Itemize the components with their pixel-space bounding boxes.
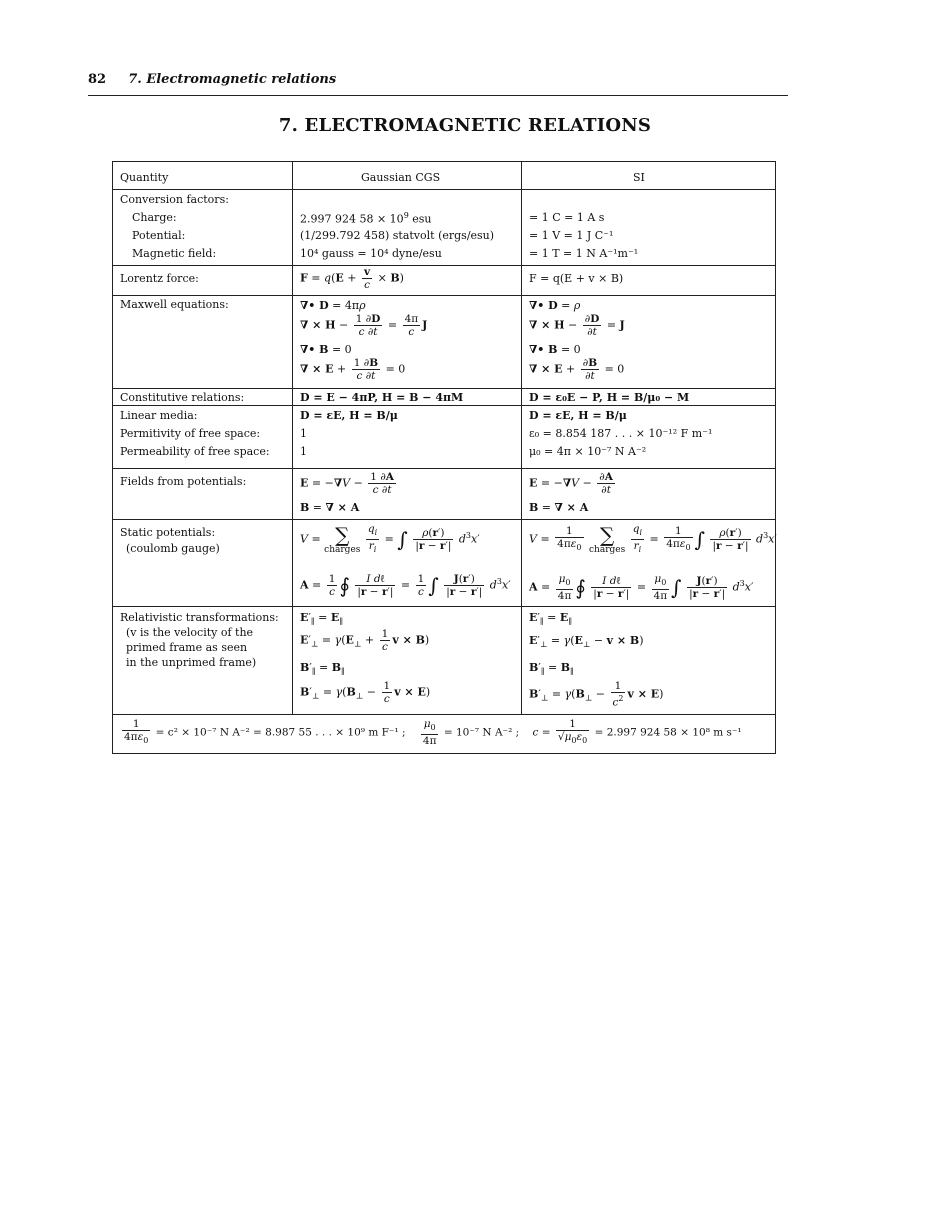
maxwell-si-1: ∇• D = ρ [529, 299, 581, 312]
constitutive-cgs: D = E − 4πP, H = B − 4πM [300, 391, 464, 404]
static-cgs-v: V = ∑ charges $\frac{q_i}{r_i}$ = ∫ $\frac{\rho(r')}{|r - r'|}$ $d^3x'$ [300, 522, 480, 555]
magnetic-field-cgs: 10⁴ gauss = 10⁴ dyne/esu [300, 247, 442, 260]
lorentz-label: Lorentz force: [120, 272, 199, 285]
constants-footer: $\frac{1}{4\pi\varepsilon_0}$ = c² × 10⁻⁷ N A⁻² = 8.987 55 . . . × 10⁹ m F⁻¹ ; $\frac{\mu_0}{4\pi}$ = 10⁻⁷ N A⁻² ; c = $\frac{1}{√\mu_0\varepsilon_0}$ = 2.997 924 58 × 10⁸ m s⁻¹ [124, 718, 742, 748]
rel-cgs-2: $E'_\perp = \gamma(E_\perp$ + $\frac{1}{c}$ v × B) [300, 628, 430, 653]
maxwell-cgs-1: ∇• D = 4πρ [300, 299, 366, 312]
static-label: Static potentials: [120, 526, 216, 539]
fields-si-b: B = ∇ × A [529, 501, 589, 514]
potential-label: Potential: [132, 229, 186, 242]
fields-label: Fields from potentials: [120, 475, 247, 488]
speed-of-light: = 2.997 924 58 × 10⁸ m s⁻¹ [594, 726, 742, 739]
row-rule [113, 468, 775, 469]
rel-si-3: $B'_\parallel = B_\parallel$ [529, 661, 574, 677]
row-rule [113, 519, 775, 520]
mu0-constant: = 10⁻⁷ N A⁻² ; [443, 726, 520, 739]
lorentz-si: F = q(E + v × B) [529, 272, 624, 285]
rel-si-2: $E'_\perp = \gamma(E_\perp - v \times B)$ [529, 634, 644, 650]
fields-cgs-b: B = ∇ × A [300, 501, 360, 514]
relativistic-note-1: (v is the velocity of the [126, 626, 254, 639]
maxwell-label: Maxwell equations: [120, 298, 229, 311]
column-divider-2 [521, 162, 522, 714]
linear-media-cgs: D = εE, H = B/μ [300, 409, 398, 422]
relativistic-note-2: primed frame as seen [126, 641, 248, 654]
running-title: 7. Electromagnetic relations [128, 72, 337, 87]
potential-cgs: (1/299.792 458) statvolt (ergs/esu) [300, 229, 495, 242]
em-relations-table [112, 161, 776, 754]
relativistic-note-3: in the unprimed frame) [126, 656, 257, 669]
row-rule [113, 606, 775, 607]
relativistic-label: Relativistic transformations: [120, 611, 279, 624]
rel-cgs-4: $B'_\perp = \gamma(B_\perp$ − $\frac{1}{c}$ v × E) [300, 680, 431, 705]
constitutive-si: D = ε₀E − P, H = B/μ₀ − M [529, 391, 690, 404]
header-quantity: Quantity [120, 171, 169, 184]
linear-media-label: Linear media: [120, 409, 198, 422]
magnetic-field-si: = 1 T = 1 N A⁻¹m⁻¹ [529, 247, 639, 260]
lorentz-cgs: F = q(E + $\frac{v}{c}$ × B) [300, 266, 404, 291]
permitivity-cgs: 1 [300, 427, 307, 440]
running-head [88, 72, 788, 87]
rel-cgs-3: $B'_\parallel = B_\parallel$ [300, 661, 345, 677]
magnetic-field-label: Magnetic field: [132, 247, 217, 260]
maxwell-si-3: ∇• B = 0 [529, 343, 581, 356]
permeability-si: μ₀ = 4π × 10⁻⁷ N A⁻² [529, 445, 647, 458]
row-rule [113, 189, 775, 190]
row-rule [113, 714, 775, 715]
maxwell-cgs-4: ∇ × E + $\frac{1 \partial B}{c \partial t}$ = 0 [300, 357, 406, 382]
potential-si: = 1 V = 1 J C⁻¹ [529, 229, 614, 242]
fields-si-e: E = −∇V − $\frac{\partial A}{\partial t}$ [529, 471, 613, 496]
page-title: 7. ELECTROMAGNETIC RELATIONS [278, 115, 652, 136]
charge-label: Charge: [132, 211, 177, 224]
linear-media-si: D = εE, H = B/μ [529, 409, 627, 422]
maxwell-si-2: ∇ × H − $\frac{\partial D}{\partial t}$ = J [529, 313, 625, 338]
constitutive-label: Constitutive relations: [120, 391, 245, 404]
page-number: 82 [88, 72, 107, 87]
conversion-heading: Conversion factors: [120, 193, 229, 206]
permeability-cgs: 1 [300, 445, 307, 458]
row-rule [113, 265, 775, 266]
charge-cgs: 2.997 924 $58 \times 10^9$ esu [300, 211, 432, 226]
header-si: SI [633, 171, 645, 184]
maxwell-cgs-2: ∇ × H − $\frac{1 \partial D}{c \partial t}$ = $\frac{4\pi}{c}$ J [300, 313, 428, 338]
charge-si: = 1 C = 1 A s [529, 211, 605, 224]
static-cgs-a: A = $\frac{1}{c}$ ∮ $\frac{\text{I dℓ}}{|r - r'|}$ = $\frac{1}{c}$ ∫ $\frac{J(r')}{|r - r'|}$ $d^3x'$ [300, 573, 511, 598]
static-si-a: A = $\frac{\mu_0}{4\pi}$ ∮ $\frac{\text{I dℓ}}{|r - r'|}$ = $\frac{\mu_0}{4\pi}$ ∫ $\frac{J(r')}{|r - r'|}$ $d^3x'$ [529, 573, 754, 603]
permitivity-si: ε₀ = 8.854 187 . . . × 10⁻¹² F m⁻¹ [529, 427, 713, 440]
header-rule [88, 95, 788, 96]
header-cgs: Gaussian CGS [361, 171, 441, 184]
maxwell-cgs-3: ∇• B = 0 [300, 343, 352, 356]
coulomb-constant: = c² × 10⁻⁷ N A⁻² = 8.987 55 . . . × 10⁹ m F⁻¹ ; [155, 726, 406, 739]
fields-cgs-e: E = −∇V − $\frac{1 \partial A}{c \partial t}$ [300, 471, 394, 496]
maxwell-si-4: ∇ × E + $\frac{\partial B}{\partial t}$ = 0 [529, 357, 625, 382]
rel-si-4: $B'_\perp = \gamma(B_\perp$ − $\frac{1}{c^2}$ v × E) [529, 680, 664, 709]
rel-si-1: $E'_\parallel = E_\parallel$ [529, 611, 572, 627]
static-gauge-label: (coulomb gauge) [126, 542, 220, 555]
column-divider-1 [292, 162, 293, 714]
static-si-v: V = $\frac{1}{4\pi\varepsilon_0}$ ∑ charges $\frac{q_i}{r_i}$ = $\frac{1}{4\pi\varepsilon_0}$ ∫ $\frac{\rho(r')}{|r - r'|}$ $d^3x'$ [529, 522, 777, 555]
permitivity-label: Permitivity of free space: [120, 427, 261, 440]
permeability-label: Permeability of free space: [120, 445, 270, 458]
rel-cgs-1: $E'_\parallel = E_\parallel$ [300, 611, 343, 627]
